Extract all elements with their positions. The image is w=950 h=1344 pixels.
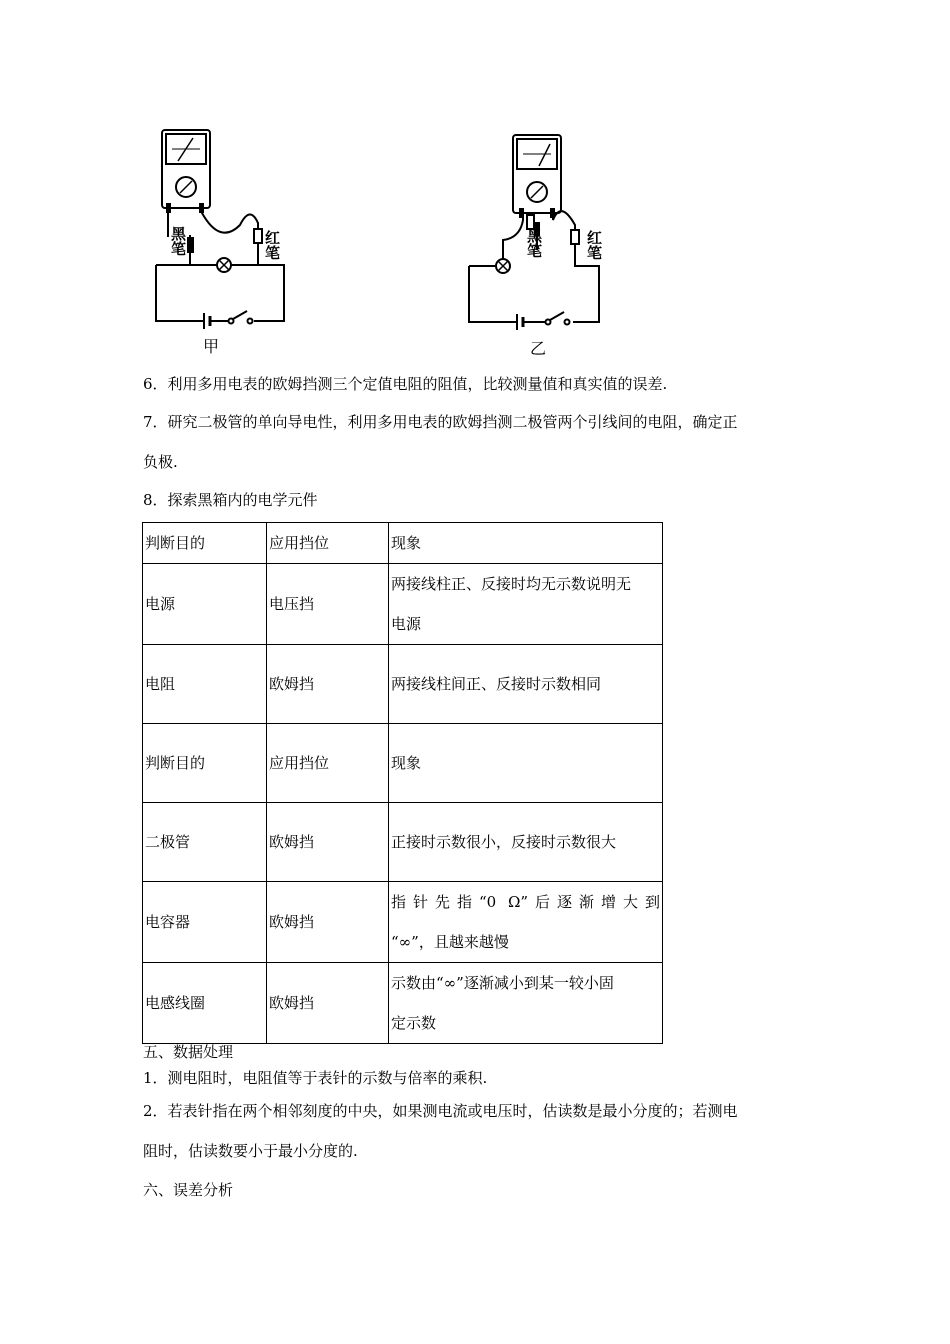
table-cell-purpose: 电容器 bbox=[143, 882, 267, 963]
table-cell-phenomenon bbox=[389, 564, 663, 645]
figure-caption-yi: 乙 bbox=[530, 339, 547, 358]
table-cell-range: 欧姆挡 bbox=[267, 645, 389, 724]
table-cell-purpose: 判断目的 bbox=[143, 523, 267, 564]
phenomenon-line-1: 两接线柱正、反接时均无示数说明无 bbox=[391, 575, 632, 593]
table-row bbox=[143, 882, 663, 963]
section-5-item-1: 1．测电阻时，电阻值等于表针的示数与倍率的乘积. bbox=[143, 1069, 488, 1087]
table-cell-phenomenon: 现象 bbox=[389, 724, 663, 803]
section-5-heading: 五、数据处理 bbox=[143, 1043, 234, 1061]
item-7-line-2: 负极. bbox=[143, 453, 178, 471]
table-cell-purpose: 电源 bbox=[143, 564, 267, 645]
phenomenon-line-1: 指针先指“0 Ω”后逐渐增大到 bbox=[391, 893, 660, 911]
phenomenon-line-1: 示数由“∞”逐渐减小到某一较小固 bbox=[391, 974, 614, 992]
table-cell-phenomenon: 现象 bbox=[389, 523, 663, 564]
figure-caption-jia: 甲 bbox=[203, 337, 220, 356]
table-cell-phenomenon bbox=[389, 882, 663, 963]
table-cell-range: 欧姆挡 bbox=[267, 882, 389, 963]
table-row bbox=[143, 523, 663, 564]
table-cell-range: 欧姆挡 bbox=[267, 803, 389, 882]
section-6-heading: 六、误差分析 bbox=[143, 1181, 234, 1199]
section-5-item-2-line-2: 阻时，估读数要小于最小分度的. bbox=[143, 1142, 358, 1160]
black-box-table bbox=[142, 522, 663, 1044]
table-row bbox=[143, 803, 663, 882]
table-row bbox=[143, 645, 663, 724]
phenomenon-line-2: 定示数 bbox=[391, 1014, 437, 1032]
table-cell-range: 应用挡位 bbox=[267, 523, 389, 564]
table-row bbox=[143, 963, 663, 1044]
table-cell-phenomenon bbox=[389, 963, 663, 1044]
item-8: 8．探索黑箱内的电学元件 bbox=[143, 491, 318, 509]
table-cell-purpose: 电感线圈 bbox=[143, 963, 267, 1044]
table-cell-phenomenon: 两接线柱间正、反接时示数相同 bbox=[389, 645, 663, 724]
red-probe-label: 红笔 bbox=[585, 230, 603, 260]
table-cell-purpose: 判断目的 bbox=[143, 724, 267, 803]
black-probe-label: 黑笔 bbox=[169, 226, 187, 256]
table-cell-range: 电压挡 bbox=[267, 564, 389, 645]
table-cell-range: 应用挡位 bbox=[267, 724, 389, 803]
black-probe-label: 黑笔 bbox=[525, 228, 543, 258]
item-6: 6．利用多用电表的欧姆挡测三个定值电阻的阻值，比较测量值和真实值的误差. bbox=[143, 375, 668, 393]
table-cell-purpose: 电阻 bbox=[143, 645, 267, 724]
red-probe-label: 红笔 bbox=[263, 230, 281, 260]
table-row bbox=[143, 564, 663, 645]
table-cell-phenomenon: 正接时示数很小，反接时示数很大 bbox=[389, 803, 663, 882]
phenomenon-line-2: “∞”，且越来越慢 bbox=[391, 933, 509, 951]
item-7-line-1: 7．研究二极管的单向导电性，利用多用电表的欧姆挡测二极管两个引线间的电阻，确定正 bbox=[143, 413, 738, 431]
phenomenon-line-2: 电源 bbox=[391, 615, 422, 633]
table-cell-range: 欧姆挡 bbox=[267, 963, 389, 1044]
section-5-item-2-line-1: 2．若表针指在两个相邻刻度的中央，如果测电流或电压时，估读数是最小分度的；若测电 bbox=[143, 1102, 738, 1120]
table-cell-purpose: 二极管 bbox=[143, 803, 267, 882]
table-row bbox=[143, 724, 663, 803]
